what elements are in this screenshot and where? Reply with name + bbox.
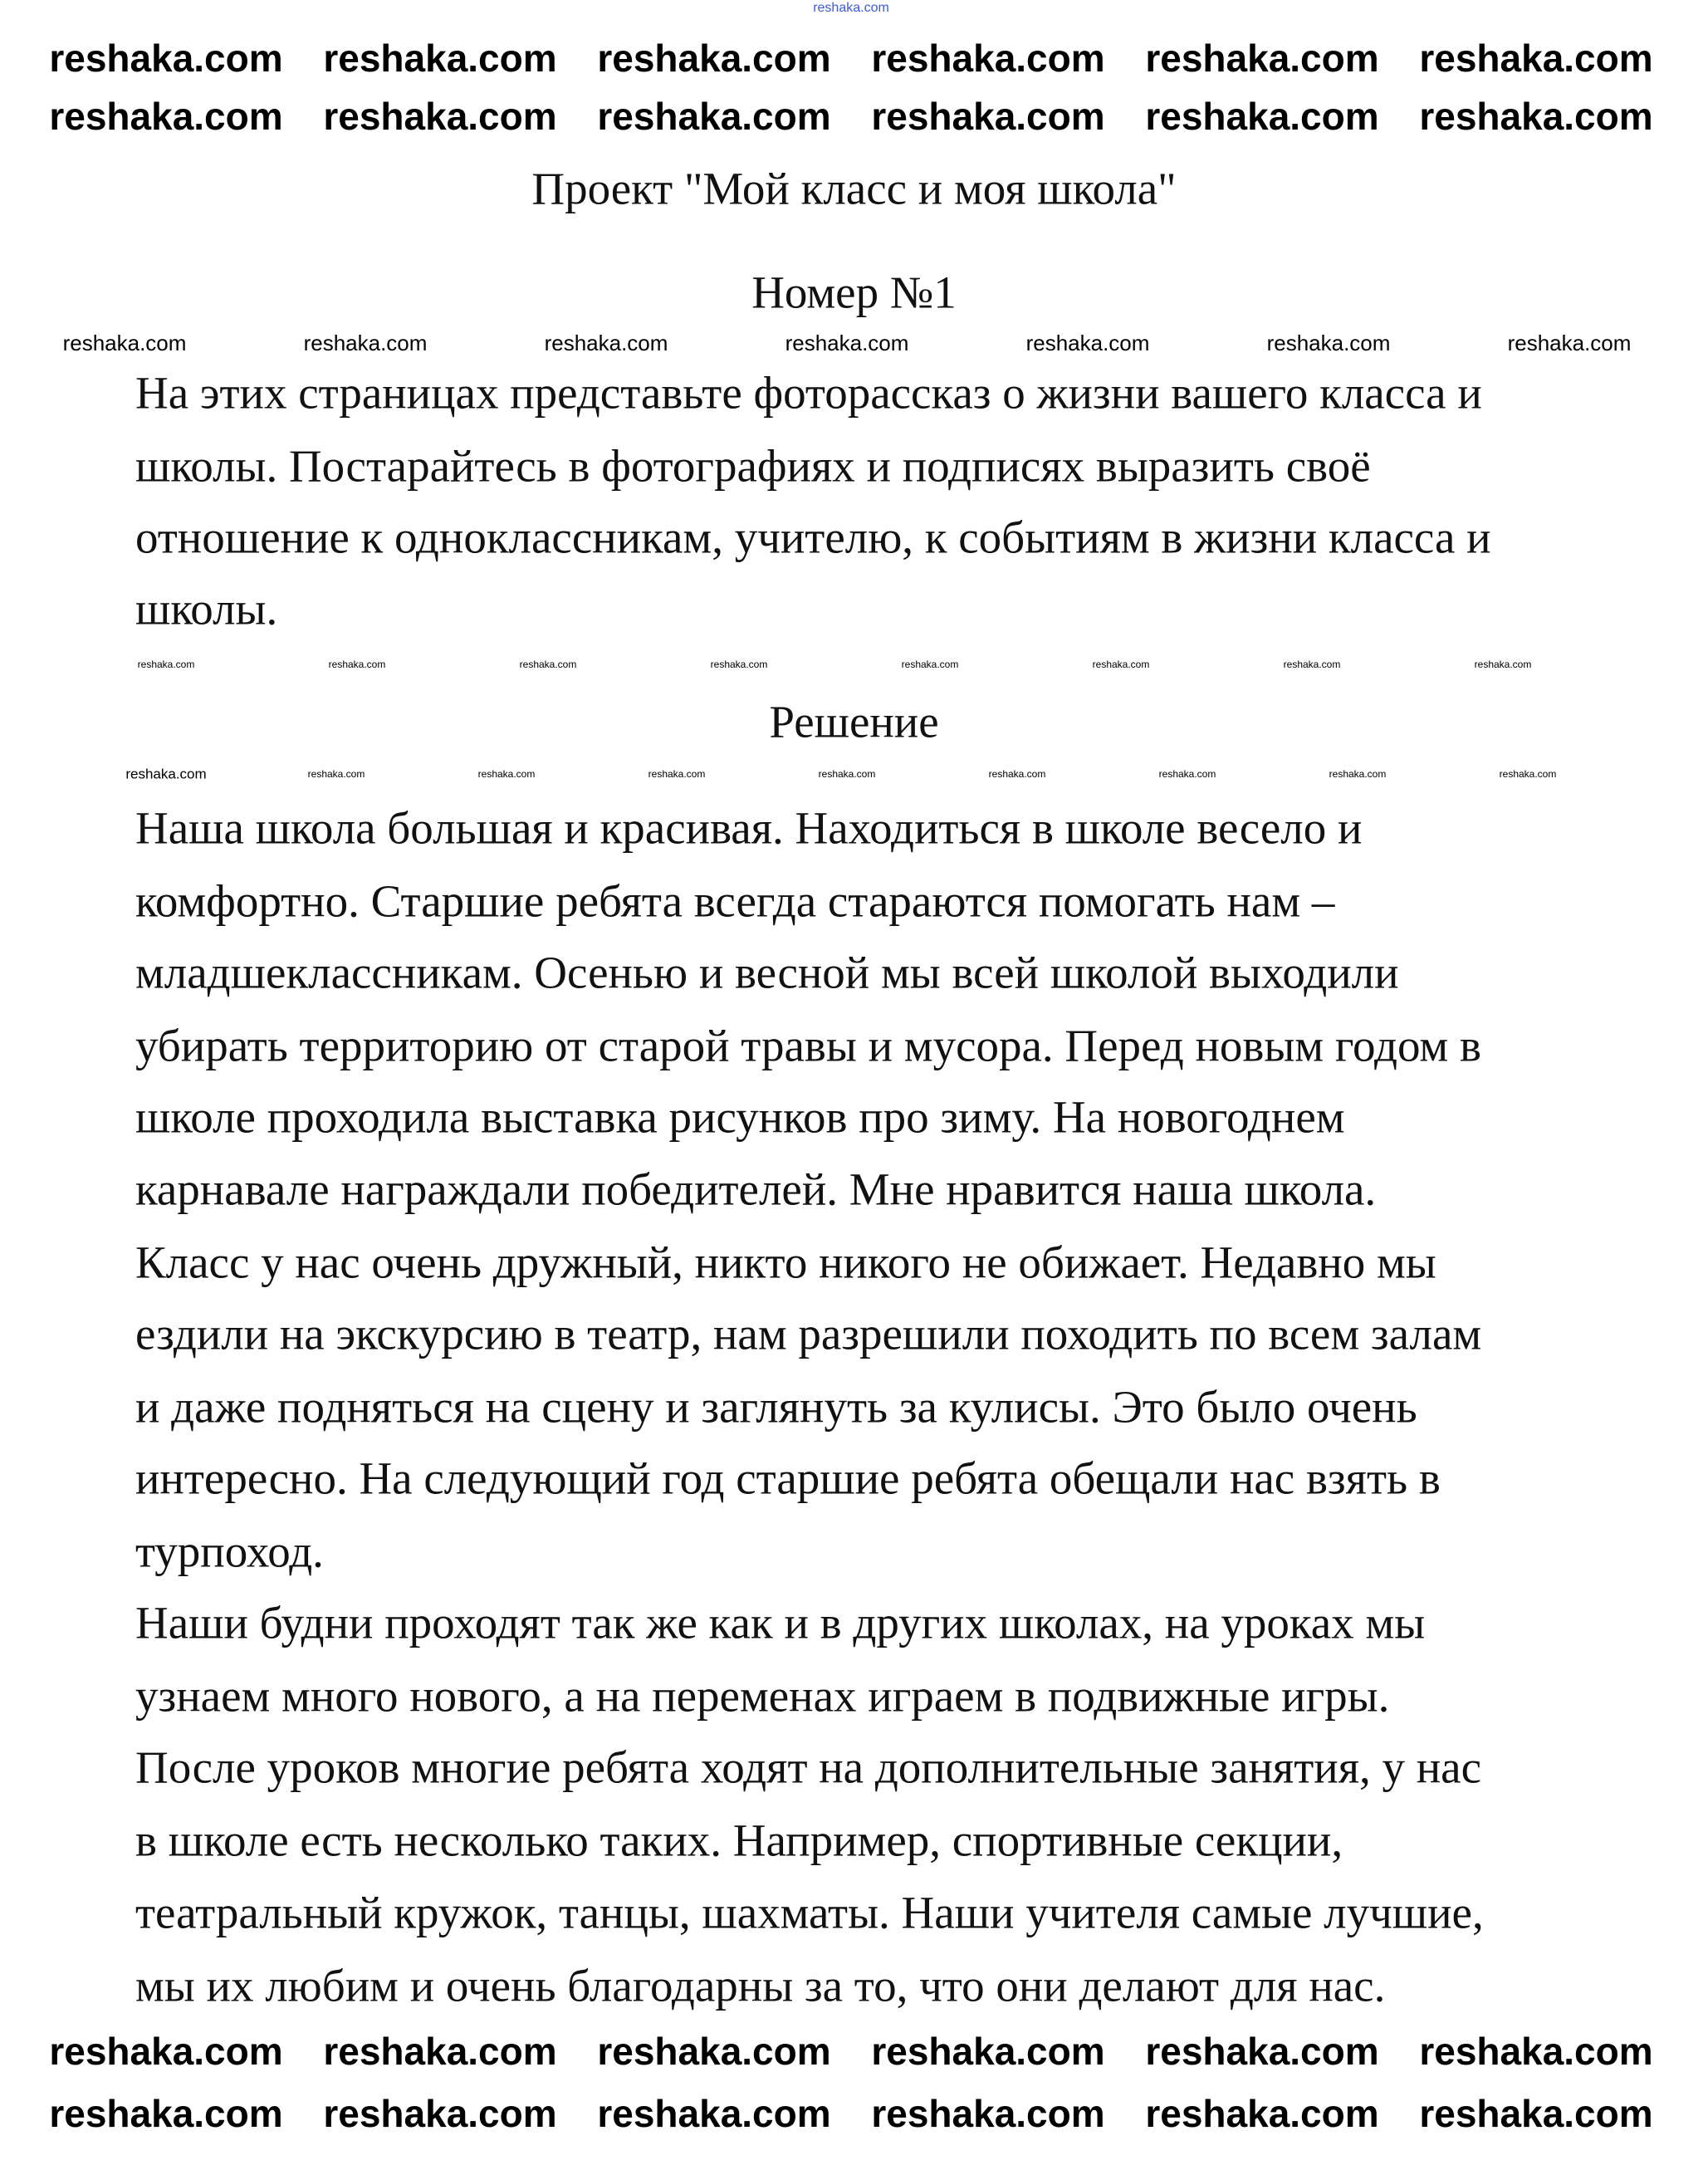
solution-line: театральный кружок, танцы, шахматы. Наши учителя самые лучшие,: [135, 1887, 1484, 1938]
watermark: reshaka.com: [323, 37, 557, 80]
watermark: reshaka.com: [49, 2092, 283, 2135]
watermark: reshaka.com: [988, 768, 1046, 780]
watermark: reshaka.com: [785, 331, 909, 355]
solution-line: убирать территорию от старой травы и мусора. Перед новым годом в: [135, 1020, 1481, 1071]
page-title: Проект "Мой класс и моя школа": [531, 163, 1177, 214]
watermark: reshaka.com: [597, 2030, 831, 2073]
watermark: reshaka.com: [871, 2030, 1105, 2073]
watermark: reshaka.com: [813, 1, 889, 15]
watermark: reshaka.com: [1266, 331, 1391, 355]
solution-line: Класс у нас очень дружный, никто никого не обижает. Недавно мы: [135, 1237, 1436, 1288]
watermark: reshaka.com: [597, 2092, 831, 2135]
watermark: reshaka.com: [818, 768, 876, 780]
solution-line: Наши будни проходят так же как и в других школах, на уроках мы: [135, 1597, 1426, 1648]
watermark: reshaka.com: [1145, 2092, 1379, 2135]
watermark: reshaka.com: [648, 768, 706, 780]
watermark: reshaka.com: [1419, 37, 1653, 80]
task-line: школы. Постарайтесь в фотографиях и подписях выразить своё: [135, 440, 1371, 492]
watermark: reshaka.com: [597, 95, 831, 138]
watermark: reshaka.com: [1329, 768, 1387, 780]
solution-line: комфортно. Старшие ребята всегда стараются помогать нам –: [135, 875, 1335, 927]
watermark: reshaka.com: [1145, 95, 1379, 138]
solution-line: Наша школа большая и красивая. Находиться в школе весело и: [135, 802, 1363, 854]
solution-line: в школе есть несколько таких. Например, спортивные секции,: [135, 1815, 1343, 1866]
watermark: reshaka.com: [710, 659, 768, 670]
watermark: reshaka.com: [328, 659, 386, 670]
solution-line: и даже подняться на сцену и заглянуть за кулисы. Это было очень: [135, 1381, 1417, 1433]
watermark: reshaka.com: [901, 659, 959, 670]
watermark: reshaka.com: [1145, 37, 1379, 80]
solution-line: младшеклассникам. Осенью и весной мы всей школой выходили: [135, 947, 1399, 998]
task-line: школы.: [135, 583, 278, 634]
watermark: reshaka.com: [871, 2092, 1105, 2135]
task-line: На этих страницах представьте фоторассказ о жизни вашего класса и: [135, 367, 1482, 419]
solution-line: карнавале награждали победителей. Мне нравится наша школа.: [135, 1163, 1377, 1215]
watermark: reshaka.com: [323, 95, 557, 138]
watermark: reshaka.com: [1419, 95, 1653, 138]
watermark: reshaka.com: [1145, 2030, 1379, 2073]
watermark: reshaka.com: [307, 768, 365, 780]
watermark: reshaka.com: [1283, 659, 1341, 670]
solution-line: интересно. На следующий год старшие ребята обещали нас взять в: [135, 1452, 1441, 1504]
watermark: reshaka.com: [544, 331, 668, 355]
watermark: reshaka.com: [1419, 2092, 1653, 2135]
watermark: reshaka.com: [1419, 2030, 1653, 2073]
solution-line: ездили на экскурсию в театр, нам разрешили походить по всем залам: [135, 1308, 1482, 1359]
solution-line: турпоход.: [135, 1526, 324, 1577]
solution-heading: Решение: [769, 696, 939, 747]
watermark: reshaka.com: [62, 331, 187, 355]
watermark: reshaka.com: [519, 659, 577, 670]
watermark: reshaka.com: [323, 2092, 557, 2135]
watermark: reshaka.com: [49, 2030, 283, 2073]
watermark: reshaka.com: [125, 766, 207, 782]
watermark: reshaka.com: [871, 37, 1105, 80]
watermark: reshaka.com: [477, 768, 536, 780]
watermark: reshaka.com: [323, 2030, 557, 2073]
task-number: Номер №1: [751, 267, 957, 318]
watermark: reshaka.com: [49, 95, 283, 138]
watermark: reshaka.com: [1507, 331, 1632, 355]
watermark: reshaka.com: [1499, 768, 1557, 780]
watermark: reshaka.com: [1158, 768, 1216, 780]
task-line: отношение к одноклассникам, учителю, к событиям в жизни класса и: [135, 512, 1491, 563]
watermark: reshaka.com: [137, 659, 195, 670]
watermark: reshaka.com: [871, 95, 1105, 138]
solution-line: мы их любим и очень благодарны за то, что они делают для нас.: [135, 1960, 1386, 2011]
solution-line: школе проходила выставка рисунков про зиму. На новогоднем: [135, 1091, 1345, 1143]
watermark: reshaka.com: [1092, 659, 1150, 670]
watermark: reshaka.com: [597, 37, 831, 80]
solution-line: узнаем много нового, а на переменах играем в подвижные игры.: [135, 1670, 1390, 1722]
watermark: reshaka.com: [1474, 659, 1532, 670]
watermark: reshaka.com: [49, 37, 283, 80]
watermark: reshaka.com: [1025, 331, 1150, 355]
watermark: reshaka.com: [303, 331, 428, 355]
solution-line: После уроков многие ребята ходят на дополнительные занятия, у нас: [135, 1741, 1481, 1793]
